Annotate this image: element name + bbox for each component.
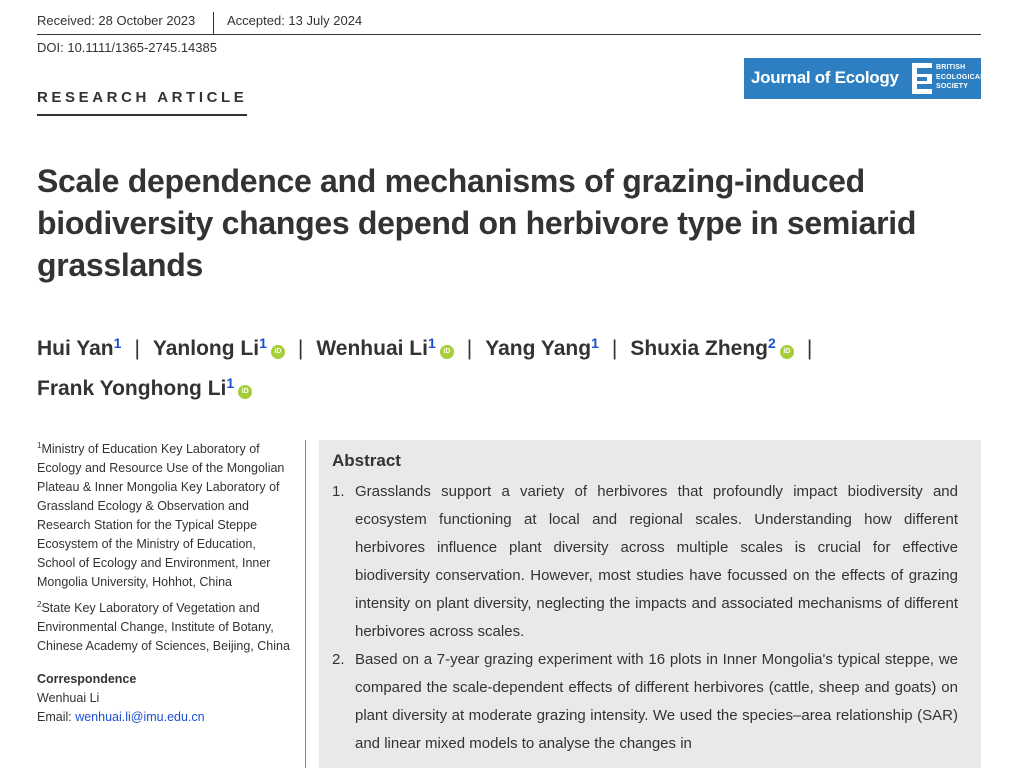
article-title: Scale dependence and mechanisms of grazing-induced biodiversity changes depend on herbivore type in semiarid grasslands — [37, 163, 917, 283]
abstract-list — [332, 478, 958, 758]
correspondence-label: Correspondence — [37, 672, 137, 687]
affiliation-marker[interactable]: 1 — [226, 375, 235, 391]
correspondence-email-link[interactable]: wenhuai.li@imu.edu.cn — [75, 710, 205, 725]
author-name[interactable]: Yang Yang — [485, 337, 592, 360]
orcid-icon[interactable]: iD — [440, 345, 454, 359]
abstract-item — [332, 646, 958, 758]
affiliation-number: 1 — [37, 441, 42, 450]
society-name: BRITISH ECOLOGICAL SOCIETY — [936, 64, 985, 90]
author-separator: | — [297, 337, 304, 360]
meta-divider — [213, 12, 214, 34]
author-list — [37, 326, 987, 406]
orcid-icon[interactable]: iD — [271, 345, 285, 359]
author[interactable] — [153, 337, 285, 360]
author[interactable] — [37, 337, 121, 360]
correspondence-email-line — [37, 708, 292, 727]
journal-name: Journal of Ecology — [751, 68, 899, 87]
author[interactable] — [37, 377, 252, 400]
author-name[interactable]: Wenhuai Li — [316, 337, 428, 360]
author-name[interactable]: Hui Yan — [37, 337, 114, 360]
received-date: Received: 28 October 2023 — [37, 13, 196, 28]
author[interactable] — [485, 337, 599, 360]
column-divider — [305, 440, 306, 768]
affiliation-text: State Key Laboratory of Vegetation and Environmental Change, Institute of Botany, Chinese Academy of Sciences, Beijing, China — [37, 601, 290, 654]
abstract-box — [319, 440, 981, 768]
author-name[interactable]: Frank Yonghong Li — [37, 377, 227, 400]
orcid-icon[interactable]: iD — [238, 385, 252, 399]
author-separator: | — [806, 337, 813, 360]
author-name[interactable]: Yanlong Li — [152, 337, 260, 360]
affiliation-list — [37, 436, 292, 656]
author-separator: | — [466, 337, 473, 360]
orcid-icon[interactable]: iD — [780, 345, 794, 359]
abstract-item-text: Grasslands support a variety of herbivores that profoundly impact biodiversity and ecosystem functioning at local and regional scales. Understanding how different herbivores influence plant diversity across multiple scales is crucial for effective biodiversity conservation. However, most studies have focussed on the effects of grazing intensity on plant diversity, neglecting the impacts and associated mechanisms of different herbivores across scales. — [355, 483, 958, 640]
article-type-underline — [37, 114, 247, 116]
article-type: RESEARCH ARTICLE — [37, 89, 248, 106]
journal-logo[interactable] — [744, 58, 985, 99]
abstract-item-number: 2. — [332, 651, 345, 668]
affiliation-marker[interactable]: 2 — [768, 335, 776, 351]
doi[interactable]: DOI: 10.1111/1365-2745.14385 — [37, 40, 217, 55]
abstract-item-number: 1. — [332, 483, 345, 500]
accepted-date: Accepted: 13 July 2024 — [227, 13, 363, 28]
abstract-item-text: Based on a 7-year grazing experiment with 16 plots in Inner Mongolia's typical steppe, we compared the scale-dependent effects of different herbivores (cattle, sheep and goats) on plant diversity at moderate grazing intensity. We used the species–area relationship (SAR) and linear mixed models to analyse the changes in — [355, 651, 958, 752]
affiliation-marker[interactable]: 1 — [259, 335, 267, 351]
abstract-item — [332, 478, 958, 646]
affiliation-marker[interactable]: 1 — [427, 335, 436, 351]
affiliations-column — [37, 436, 292, 727]
affiliation-marker[interactable]: 1 — [591, 335, 599, 351]
affiliation — [37, 595, 292, 656]
abstract-heading: Abstract — [332, 451, 401, 470]
affiliation-text: Ministry of Education Key Laboratory of Ecology and Resource Use of the Mongolian Plateau & Inner Mongolia Key Laboratory of Grassland Ecology & Observation and Research Station for the Typical Steppe Ecosystem of the Ministry of Education, School of Ecology and Environment, Inner Mongolia University, Hohhot, China — [37, 442, 285, 590]
affiliation-number: 2 — [37, 600, 42, 610]
affiliation-marker[interactable]: 1 — [113, 335, 122, 351]
author[interactable] — [630, 337, 793, 360]
author-name[interactable]: Shuxia Zheng — [630, 337, 769, 360]
author-separator: | — [611, 337, 618, 360]
author-separator: | — [134, 337, 140, 360]
bes-logo-icon — [912, 63, 932, 94]
header-rule — [37, 34, 981, 35]
email-label: Email: — [37, 710, 76, 725]
affiliation — [37, 436, 292, 592]
author[interactable] — [316, 337, 453, 360]
correspondence-name: Wenhuai Li — [37, 691, 100, 706]
